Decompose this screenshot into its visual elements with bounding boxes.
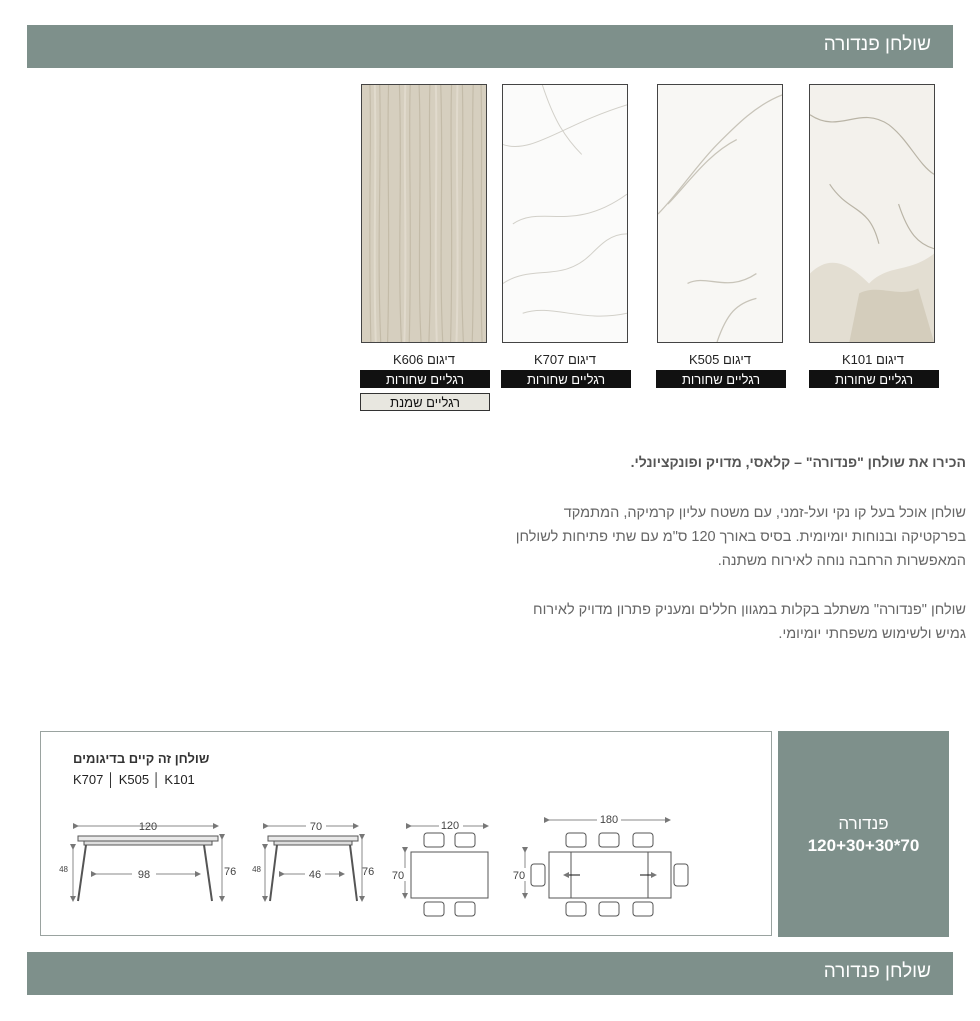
swatch-k606[interactable] bbox=[361, 84, 487, 343]
swatch-caption-k101: דיגום K101 bbox=[842, 352, 904, 367]
swatch-caption-k505: דיגום K505 bbox=[689, 352, 751, 367]
availability-models: K707 │ K505 │ K101 bbox=[73, 772, 195, 787]
header-band bbox=[27, 25, 953, 68]
front-leg-height-label: 48 bbox=[59, 865, 68, 874]
swatch-k101[interactable] bbox=[809, 84, 935, 343]
availability-title: שולחן זה קיים בדיגומים bbox=[73, 751, 210, 766]
wood-texture bbox=[362, 85, 486, 342]
swatch-k707[interactable] bbox=[502, 84, 628, 343]
top-view-closed-diagram bbox=[405, 826, 488, 916]
legs-black-k707[interactable]: רגליים שחורות bbox=[501, 370, 631, 388]
marble-texture bbox=[503, 85, 627, 342]
side-leg-height-label: 48 bbox=[252, 865, 261, 874]
marble-texture bbox=[658, 85, 782, 342]
swatch-caption-k606: דיגום K606 bbox=[393, 352, 455, 367]
legs-cream-k606[interactable]: רגליים שמנת bbox=[360, 393, 490, 411]
model-name: פנדורה bbox=[838, 814, 889, 833]
side-inner-label: 46 bbox=[308, 869, 322, 881]
side-view-diagram bbox=[265, 826, 362, 901]
side-height-label: 76 bbox=[362, 866, 375, 878]
front-inner-label: 98 bbox=[137, 869, 151, 881]
description-paragraph-1: שולחן אוכל בעל קו נקי ועל-זמני, עם משטח עליון קרמיקה, המתמקד בפרקטיקה ובנוחות יומיומית. בסיס באורך 120 ס"מ עם שתי פתיחות לשולחן המאפשרות הרחבה נוחה לאירוח משתנה. bbox=[515, 505, 966, 569]
description-headline: הכירו את שולחן "פנדורה" – קלאסי, מדויק ופונקציונלי. bbox=[630, 454, 966, 470]
swatch-k505[interactable] bbox=[657, 84, 783, 343]
front-width-label: 120 bbox=[138, 821, 158, 833]
dimension-diagrams bbox=[40, 731, 772, 936]
legs-black-k606[interactable]: רגליים שחורות bbox=[360, 370, 490, 388]
footer-title: שולחן פנדורה bbox=[823, 961, 931, 982]
model-info-panel bbox=[778, 731, 949, 937]
legs-black-k505[interactable]: רגליים שחורות bbox=[656, 370, 786, 388]
marble-texture bbox=[810, 85, 934, 342]
side-width-label: 70 bbox=[309, 821, 323, 833]
top-open-width-label: 180 bbox=[599, 814, 619, 826]
model-dimensions: 120+30+30*70 bbox=[807, 836, 920, 855]
header-title: שולחן פנדורה bbox=[823, 34, 931, 55]
footer-band bbox=[27, 952, 953, 995]
description-paragraph-2: שולחן "פנדורה" משתלב בקלות במגוון חללים ומעניק פתרון מדויק לאירוח גמיש ולשימוש משפחתי יומיומי. bbox=[533, 602, 966, 642]
top-view-open-diagram bbox=[525, 820, 688, 916]
top-open-depth-label: 70 bbox=[512, 870, 526, 882]
swatch-caption-k707: דיגום K707 bbox=[534, 352, 596, 367]
top-closed-depth-label: 70 bbox=[391, 870, 405, 882]
front-height-label: 76 bbox=[224, 866, 237, 878]
legs-black-k101[interactable]: רגליים שחורות bbox=[809, 370, 939, 388]
front-view-diagram bbox=[73, 826, 222, 901]
top-closed-width-label: 120 bbox=[440, 820, 460, 832]
